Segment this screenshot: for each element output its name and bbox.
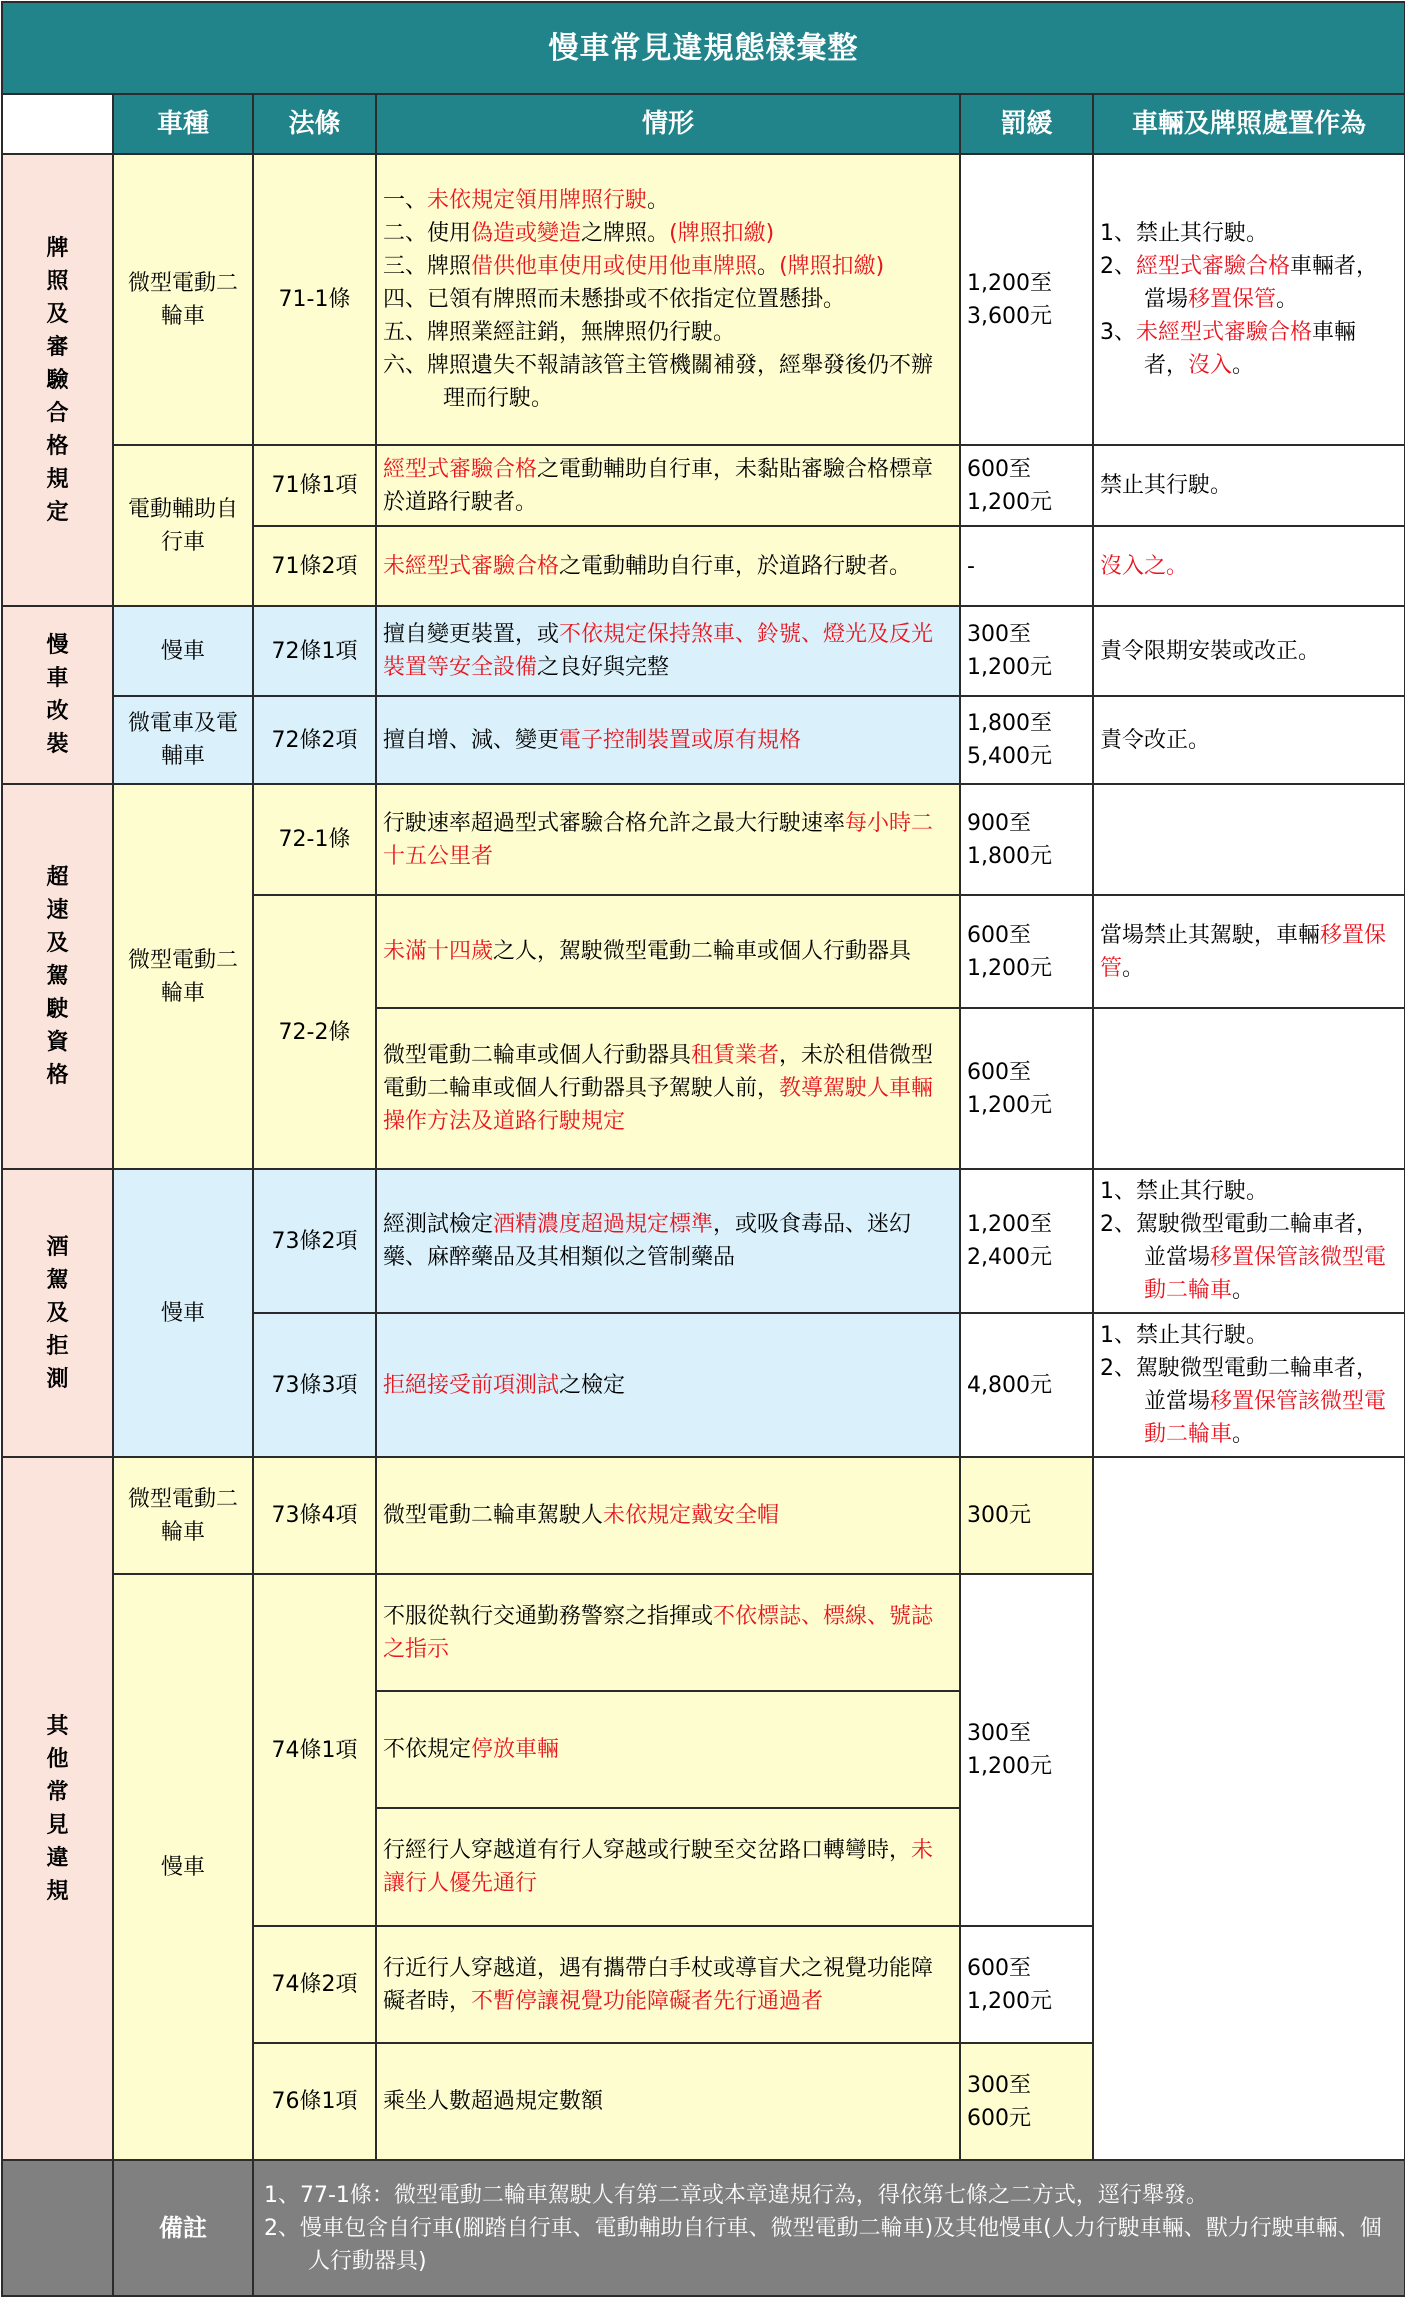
highlight-text: 租賃業者	[691, 1043, 780, 1068]
fine-line: 1,200元	[967, 1754, 1052, 1779]
action-cell	[1093, 895, 1405, 1008]
law-cell: 72-1條	[253, 784, 376, 895]
fine-line: 300至	[967, 622, 1031, 647]
situation-cell	[376, 154, 960, 445]
plain-text: 。	[757, 254, 780, 279]
list-item	[383, 250, 953, 283]
plain-text: 責令改正。	[1100, 727, 1211, 753]
list-item	[264, 2179, 1394, 2212]
highlight-text: 經型式審驗合格	[1136, 254, 1291, 279]
category-license: 牌照及審驗合格規定	[2, 154, 113, 606]
vehicle-cell: 微型電動二輪車	[113, 1457, 253, 1574]
action-cell	[1093, 1313, 1405, 1457]
item-number: 五、	[383, 320, 428, 345]
plain-text: 。	[1232, 1422, 1255, 1447]
fine-line: 1,200元	[967, 489, 1052, 515]
plain-text: 。	[1232, 353, 1255, 378]
table-row	[2, 1169, 1405, 1313]
situation-cell	[376, 1926, 960, 2043]
highlight-text: (牌照扣繳)	[779, 254, 885, 279]
item-number: 1、	[264, 2182, 300, 2208]
item-number: 1、	[1100, 1179, 1136, 1204]
violation-table	[1, 1, 1405, 2297]
law-cell: 71條1項	[253, 445, 376, 526]
law-cell: 72條1項	[253, 606, 376, 696]
fine-line: 1,200元	[967, 955, 1052, 981]
highlight-text: 停放車輛	[471, 1737, 560, 1762]
header-situation: 情形	[376, 94, 960, 154]
header-action: 車輛及牌照處置作為	[1093, 94, 1405, 154]
list-item	[1100, 217, 1398, 250]
item-number: 二、	[383, 221, 428, 246]
plain-text: 77-1條：微型電動二輪車駕駛人有第二章或本章違規行為，得依第七條之二方式，逕行舉發。	[300, 2182, 1208, 2208]
highlight-text: 未經型式審驗合格	[1136, 320, 1313, 345]
highlight-text: 不暫停讓視覺功能障礙者先行通過者	[471, 1988, 824, 2014]
highlight-text: 移置保管該微型電動二輪車	[1144, 1245, 1387, 1303]
list-item	[383, 316, 953, 349]
page-title: 慢車常見違規態樣彙整	[2, 2, 1405, 94]
fine-line: 1,200元	[967, 655, 1052, 680]
plain-text: 禁止其行駛。	[1100, 473, 1233, 498]
action-cell	[1093, 696, 1405, 784]
law-cell: 72-2條	[253, 895, 376, 1169]
law-cell: 73條3項	[253, 1313, 376, 1457]
situation-cell	[376, 445, 960, 526]
plain-text: 駕駛微型電動二輪車者，並當場	[1136, 1356, 1379, 1414]
situation-cell	[376, 1457, 960, 1574]
action-cell	[1093, 154, 1405, 445]
list-item	[383, 349, 953, 415]
vehicle-cell: 電動輔助自行車	[113, 445, 253, 606]
header-row	[2, 94, 1405, 154]
category-modify: 慢車改裝	[2, 606, 113, 784]
note-blank	[2, 2160, 113, 2296]
law-cell: 71-1條	[253, 154, 376, 445]
fine-line: 300元	[967, 1503, 1031, 1528]
plain-text: 微型電動二輪車駕駛人	[383, 1503, 604, 1528]
item-number: 三、	[383, 254, 428, 279]
vehicle-cell: 慢車	[113, 1169, 253, 1457]
plain-text: 之電動輔助自行車，未黏貼審驗合格標章於道路行駛者。	[383, 456, 934, 515]
plain-text: 牌照業經註銷，無牌照仍行駛。	[427, 320, 736, 345]
situation-cell	[376, 526, 960, 606]
highlight-text: 沒入之。	[1100, 553, 1189, 579]
highlight-text: 未依規定領用牌照行駛	[427, 188, 648, 213]
fine-line: 300至	[967, 2072, 1031, 2098]
highlight-text: 不依規定保持煞車、鈴號、燈光及反光裝置等安全設備	[383, 622, 934, 680]
situation-cell	[376, 1008, 960, 1169]
highlight-text: (牌照扣繳)	[669, 221, 775, 246]
law-cell: 73條2項	[253, 1169, 376, 1313]
item-number: 2、	[264, 2215, 300, 2241]
highlight-text: 移置保管該微型電動二輪車	[1144, 1389, 1387, 1447]
law-cell: 74條2項	[253, 1926, 376, 2043]
plain-text: 。	[1232, 1278, 1255, 1303]
fine-line: 900至	[967, 810, 1031, 836]
plain-text: 。	[647, 188, 670, 213]
list-item	[383, 184, 953, 217]
situation-cell	[376, 696, 960, 784]
fine-cell	[960, 2043, 1093, 2160]
plain-text: 慢車包含自行車(腳踏自行車、電動輔助自行車、微型電動二輪車)及其他慢車(人力行駛車輛、獸力行駛車輛、個人行動器具)	[300, 2215, 1382, 2274]
table-row	[2, 445, 1405, 526]
plain-text: 禁止其行駛。	[1136, 1323, 1269, 1348]
fine-cell	[960, 696, 1093, 784]
situation-cell	[376, 2043, 960, 2160]
list-item	[1100, 1352, 1398, 1451]
plain-text: 微型電動二輪車或個人行動器具	[383, 1043, 692, 1068]
fine-cell	[960, 1457, 1093, 1574]
plain-text: ，未於租借微型電動二輪車或個人行動器具予駕駛人前，	[383, 1043, 934, 1101]
plain-text: 之良好與完整	[537, 655, 670, 680]
fine-line: 1,800至	[967, 711, 1052, 736]
fine-line: 300至	[967, 1721, 1031, 1746]
note-row	[2, 2160, 1405, 2296]
header-vehicle: 車種	[113, 94, 253, 154]
fine-line: 600至	[967, 1059, 1031, 1085]
list-item	[1100, 316, 1398, 382]
fine-line: 1,200元	[967, 1092, 1052, 1118]
item-number: 2、	[1100, 1356, 1136, 1381]
plain-text: 行近行人穿越道，遇有攜帶白手杖或導盲犬之視覺功能障礙者時，	[383, 1955, 934, 2014]
fine-line: 600元	[967, 2105, 1031, 2131]
situation-cell	[376, 1574, 960, 1691]
plain-text: 不依規定	[383, 1737, 472, 1762]
fine-line: 1,800元	[967, 843, 1052, 869]
plain-text: 。	[1122, 955, 1145, 981]
fine-cell	[960, 1574, 1093, 1926]
plain-text: 不服從執行交通勤務警察之指揮或	[383, 1603, 714, 1629]
fine-cell	[960, 445, 1093, 526]
item-number: 3、	[1100, 320, 1136, 345]
law-cell: 72條2項	[253, 696, 376, 784]
plain-text: 車輛者，當場	[1144, 254, 1379, 312]
highlight-text: 移置保管	[1100, 922, 1387, 981]
plain-text: 之電動輔助自行車，於道路行駛者。	[559, 553, 912, 579]
item-number: 一、	[383, 188, 428, 213]
table-row	[2, 1457, 1405, 1574]
highlight-text: 酒精濃度超過規定標準	[493, 1212, 714, 1237]
law-cell: 71條2項	[253, 526, 376, 606]
fine-cell	[960, 784, 1093, 895]
list-item	[1100, 1319, 1398, 1352]
table-row	[2, 696, 1405, 784]
situation-cell	[376, 784, 960, 895]
plain-text: ，或吸食毒品、迷幻藥、麻醉藥品及其相類似之管制藥品	[383, 1212, 912, 1270]
item-number: 六、	[383, 353, 428, 378]
plain-text: 乘坐人數超過規定數額	[383, 2089, 604, 2114]
plain-text: 已領有牌照而未懸掛或不依指定位置懸掛。	[427, 287, 846, 312]
situation-cell	[376, 1808, 960, 1926]
vehicle-cell: 微型電動二輪車	[113, 154, 253, 445]
plain-text: 牌照遺失不報請該管主管機關補發，經舉發後仍不辦理而行駛。	[427, 353, 934, 411]
action-cell	[1093, 606, 1405, 696]
item-number: 2、	[1100, 254, 1136, 279]
fine-cell	[960, 1926, 1093, 2043]
fine-line: 3,600元	[967, 303, 1052, 329]
highlight-text: 每小時二十五公里者	[383, 810, 934, 869]
action-cell	[1093, 784, 1405, 895]
fine-cell	[960, 895, 1093, 1008]
highlight-text: 未經型式審驗合格	[383, 553, 560, 579]
item-number: 四、	[383, 287, 428, 312]
situation-cell	[376, 606, 960, 696]
category-other: 其他常見違規	[2, 1457, 113, 2160]
item-number: 1、	[1100, 1323, 1136, 1348]
plain-text: 擅自增、減、變更	[383, 727, 560, 753]
situation-cell	[376, 1691, 960, 1808]
fine-line: 600至	[967, 922, 1031, 948]
plain-text: 之人，駕駛微型電動二輪車或個人行動器具	[493, 939, 912, 964]
plain-text: 責令限期安裝或改正。	[1100, 638, 1321, 664]
header-blank	[2, 94, 113, 154]
plain-text: 擅自變更裝置，或	[383, 622, 560, 647]
plain-text: 當場禁止其駕駛，車輛	[1100, 922, 1321, 948]
fine-cell	[960, 1169, 1093, 1313]
situation-cell	[376, 1313, 960, 1457]
highlight-text: 借供他車使用或使用他車牌照	[471, 254, 758, 279]
situation-cell	[376, 895, 960, 1008]
fine-line: 1,200至	[967, 1212, 1052, 1237]
plain-text: 牌照	[427, 254, 472, 279]
fine-line: 1,200至	[967, 270, 1052, 296]
plain-text: 行駛速率超過型式審驗合格允許之最大行駛速率	[383, 810, 846, 836]
action-cell	[1093, 1457, 1405, 2160]
plain-text: 駕駛微型電動二輪車者，並當場	[1136, 1212, 1379, 1270]
list-item	[1100, 250, 1398, 316]
plain-text: 車輛者，	[1144, 320, 1357, 378]
plain-text: 。	[1276, 287, 1299, 312]
fine-line: 2,400元	[967, 1245, 1052, 1270]
vehicle-cell: 微型電動二輪車	[113, 784, 253, 1169]
fine-cell	[960, 606, 1093, 696]
table-row	[2, 606, 1405, 696]
fine-cell	[960, 526, 1093, 606]
fine-line: 600至	[967, 456, 1031, 482]
highlight-text: 移置保管	[1188, 287, 1277, 312]
vehicle-cell: 慢車	[113, 606, 253, 696]
category-drunk: 酒駕及拒測	[2, 1169, 113, 1457]
highlight-text: 未讓行人優先通行	[383, 1838, 934, 1896]
highlight-text: 沒入	[1188, 353, 1233, 378]
highlight-text: 不依標誌、標線、號誌之指示	[383, 1603, 934, 1662]
category-speed: 超速及駕駛資格	[2, 784, 113, 1169]
item-number: 2、	[1100, 1212, 1136, 1237]
note-label: 備註	[113, 2160, 253, 2296]
note-body	[253, 2160, 1405, 2296]
header-law: 法條	[253, 94, 376, 154]
item-number: 1、	[1100, 221, 1136, 246]
situation-cell	[376, 1169, 960, 1313]
highlight-text: 偽造或變造	[471, 221, 582, 246]
table-row	[2, 154, 1405, 445]
action-cell	[1093, 445, 1405, 526]
fine-line: -	[967, 553, 975, 579]
vehicle-cell: 慢車	[113, 1574, 253, 2160]
highlight-text: 經型式審驗合格	[383, 456, 538, 482]
fine-cell	[960, 1008, 1093, 1169]
highlight-text: 拒絕接受前項測試	[383, 1372, 560, 1398]
vehicle-cell: 微電車及電輔車	[113, 696, 253, 784]
highlight-text: 教導駕駛人車輛操作方法及道路行駛規定	[383, 1076, 934, 1134]
header-fine: 罰緩	[960, 94, 1093, 154]
plain-text: 之檢定	[559, 1372, 626, 1398]
list-item	[264, 2212, 1394, 2278]
list-item	[383, 283, 953, 316]
list-item	[383, 217, 953, 250]
action-cell	[1093, 1008, 1405, 1169]
highlight-text: 電子控制裝置或原有規格	[559, 727, 802, 753]
action-cell	[1093, 1169, 1405, 1313]
highlight-text: 未滿十四歲	[383, 939, 494, 964]
fine-cell	[960, 1313, 1093, 1457]
action-cell	[1093, 526, 1405, 606]
law-cell: 73條4項	[253, 1457, 376, 1574]
list-item	[1100, 1175, 1398, 1208]
law-cell: 76條1項	[253, 2043, 376, 2160]
fine-line: 1,200元	[967, 1988, 1052, 2014]
plain-text: 禁止其行駛。	[1136, 221, 1269, 246]
fine-line: 600至	[967, 1955, 1031, 1981]
plain-text: 之牌照。	[581, 221, 670, 246]
plain-text: 經測試檢定	[383, 1212, 494, 1237]
table-row	[2, 784, 1405, 895]
law-cell: 74條1項	[253, 1574, 376, 1926]
fine-line: 5,400元	[967, 744, 1052, 769]
fine-line: 4,800元	[967, 1372, 1052, 1398]
plain-text: 禁止其行駛。	[1136, 1179, 1269, 1204]
fine-cell	[960, 154, 1093, 445]
plain-text: 使用	[427, 221, 472, 246]
plain-text: 行經行人穿越道有行人穿越或行駛至交岔路口轉彎時，	[383, 1838, 912, 1863]
highlight-text: 未依規定戴安全帽	[603, 1503, 780, 1528]
list-item	[1100, 1208, 1398, 1307]
